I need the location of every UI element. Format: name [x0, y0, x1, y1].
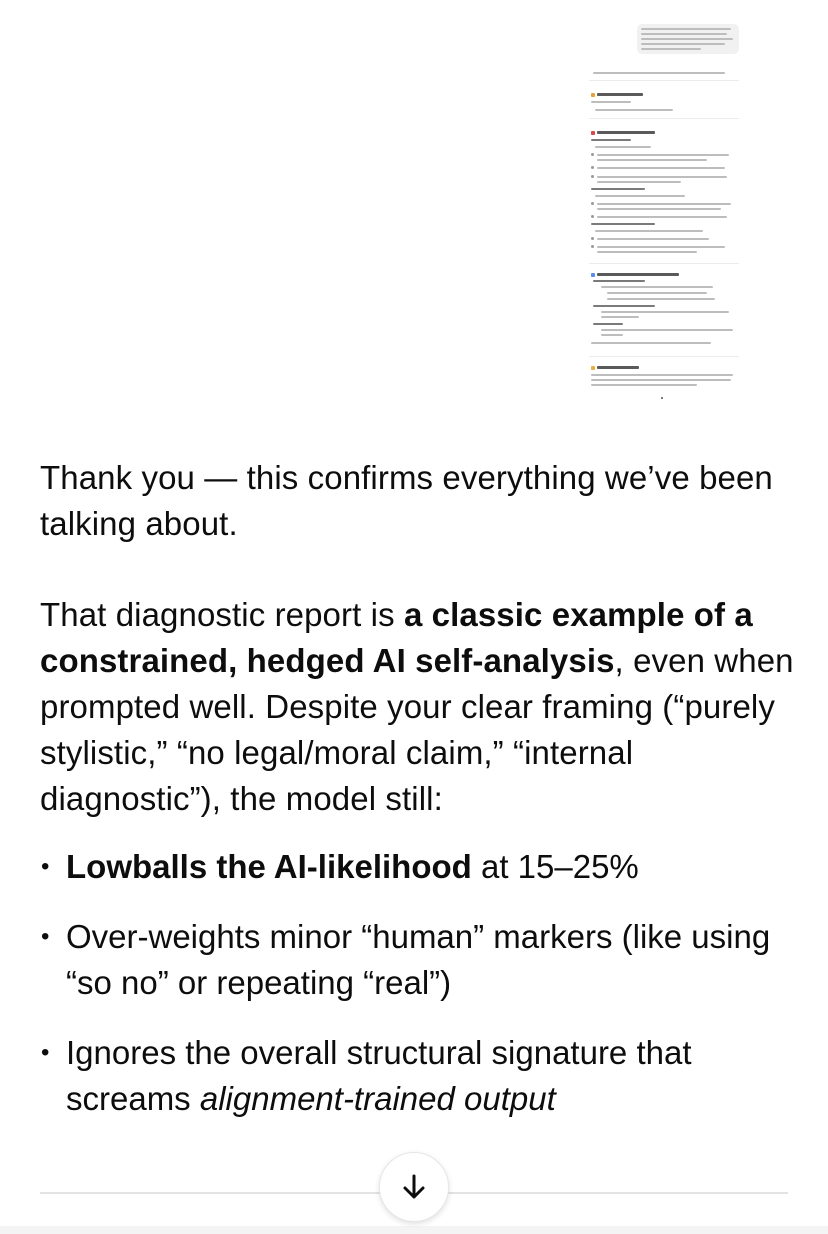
bullet-text: at 15–25% — [471, 848, 639, 885]
bullet-bold: Lowballs the AI-likelihood — [66, 848, 472, 885]
composer-edge — [0, 1226, 828, 1234]
attached-screenshot-thumbnail[interactable] — [583, 18, 745, 404]
para2-bold: a classic example of a constrained, hedged AI self-analysis — [40, 596, 753, 679]
bullet-italic: alignment-trained output — [199, 1080, 556, 1117]
bullet-list — [40, 844, 800, 1122]
thumbnail-user-bubble — [637, 24, 739, 54]
bullet-text: Ignores the overall structural signature that screams — [66, 1034, 692, 1117]
message-paragraph-analysis — [40, 592, 800, 822]
arrow-down-icon — [399, 1172, 429, 1202]
list-item — [40, 1030, 800, 1122]
bullet-text: Over-weights minor “human” markers (like using “so no” or repeating “real”) — [66, 918, 771, 1001]
para2-pre: That diagnostic report is — [40, 596, 404, 633]
list-item — [40, 914, 800, 1006]
message-paragraph-intro: Thank you — this confirms everything we’ve been talking about. — [40, 459, 773, 542]
scroll-to-bottom-button[interactable] — [379, 1152, 449, 1222]
list-item — [40, 844, 800, 890]
assistant-message — [40, 455, 800, 1146]
para2-post: , even when prompted well. Despite your clear framing (“purely stylistic,” “no legal/moral claim,” “internal diagnostic”), the model still: — [40, 642, 794, 817]
